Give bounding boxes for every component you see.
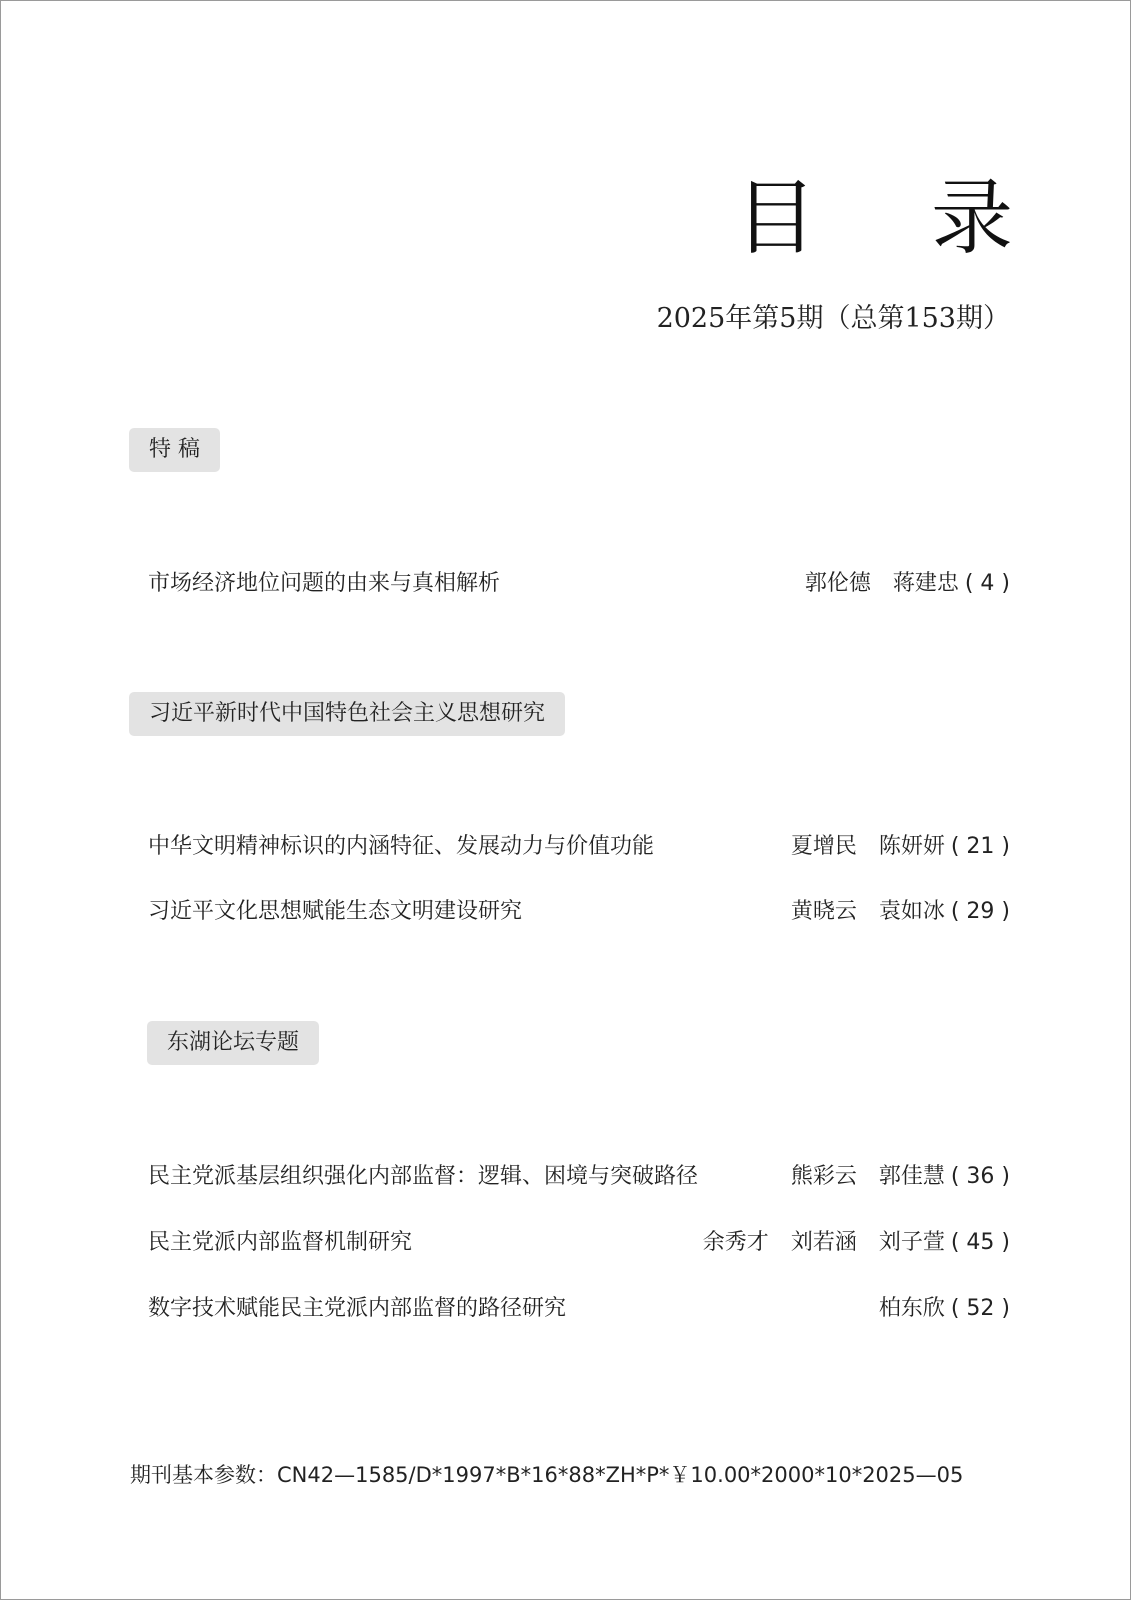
entry-page: ( 4 )	[964, 571, 1010, 596]
entry-title: 民主党派基层组织强化内部监督：逻辑、困境与突破路径	[148, 1164, 699, 1189]
entry-title: 数字技术赋能民主党派内部监督的路径研究	[148, 1296, 567, 1321]
entry-author: 刘若涵	[790, 1230, 857, 1255]
entry-title: 市场经济地位问题的由来与真相解析	[148, 571, 501, 596]
toc-entry[interactable]	[148, 832, 1010, 862]
entry-author: 袁如冰	[878, 899, 945, 924]
entry-author: 余秀才	[702, 1230, 769, 1255]
issue-info: 2025年第5期（总第153期）	[656, 303, 1010, 334]
section-label-special: 特 稿	[129, 428, 220, 472]
toc-entry[interactable]	[148, 569, 1010, 599]
entry-meta	[703, 1228, 1010, 1258]
page-title: 目 录	[734, 171, 1057, 266]
toc-entry[interactable]	[148, 1228, 1010, 1258]
section-label-xi-thought: 习近平新时代中国特色社会主义思想研究	[129, 692, 565, 736]
entry-author: 刘子萱	[878, 1230, 945, 1255]
entry-meta	[791, 832, 1010, 862]
entry-page: ( 36 )	[950, 1164, 1010, 1189]
entry-title: 民主党派内部监督机制研究	[148, 1230, 413, 1255]
entry-author: 陈妍妍	[878, 834, 945, 859]
entry-meta	[805, 569, 1010, 599]
journal-parameters: 期刊基本参数：CN42—1585/D*1997*B*16*88*ZH*P*￥10.00*2000*10*2025—05	[130, 1463, 964, 1487]
entry-meta	[791, 897, 1010, 927]
entry-author: 黄晓云	[790, 899, 857, 924]
toc-entry[interactable]	[148, 897, 1010, 927]
entry-author: 柏东欣	[878, 1296, 945, 1321]
toc-entry[interactable]	[148, 1162, 1010, 1192]
entry-meta	[879, 1294, 1010, 1324]
section-label-donghu-forum: 东湖论坛专题	[147, 1021, 319, 1065]
entry-meta	[791, 1162, 1010, 1192]
entry-page: ( 29 )	[950, 899, 1010, 924]
entry-author: 郭伦德	[804, 571, 871, 596]
entry-author: 蒋建忠	[892, 571, 959, 596]
entry-page: ( 45 )	[950, 1230, 1010, 1255]
entry-page: ( 21 )	[950, 834, 1010, 859]
entry-author: 郭佳慧	[878, 1164, 945, 1189]
entry-title: 中华文明精神标识的内涵特征、发展动力与价值功能	[148, 834, 655, 859]
entry-author: 熊彩云	[790, 1164, 857, 1189]
entry-author: 夏增民	[790, 834, 857, 859]
toc-entry[interactable]	[148, 1294, 1010, 1324]
entry-title: 习近平文化思想赋能生态文明建设研究	[148, 899, 523, 924]
entry-page: ( 52 )	[950, 1296, 1010, 1321]
